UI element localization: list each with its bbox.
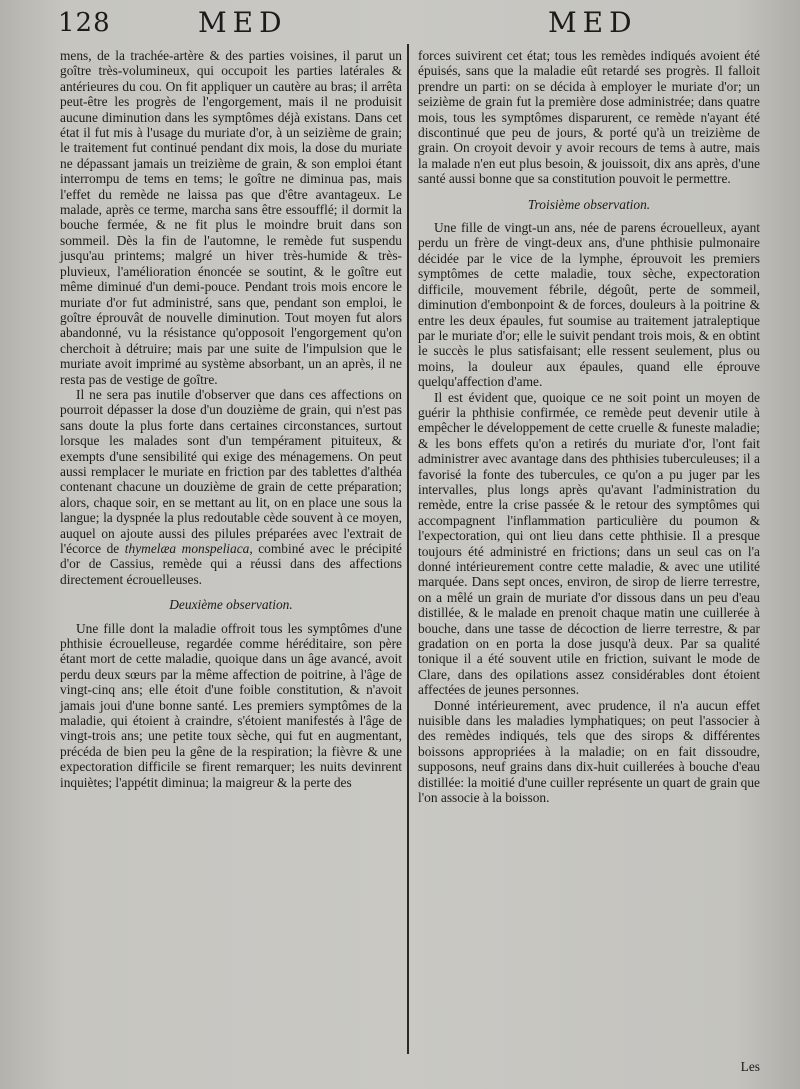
catchword: Les xyxy=(740,1059,760,1074)
left-paragraph-2 xyxy=(60,387,402,587)
right-paragraph-2: Une fille de vingt-un ans, née de parens écrouelleux, ayant perdu un frère de vingt-deux ans, d'une phthisie pulmonaire décidée par le vice de la lymphe, éprouvoit les premiers symptômes de cette maladie, toux sèche, expectoration difficile, mouvement fébrile, dégoût, perte de sommeil, diminution d'embonpoint & de forces, douleurs à la poitrine & entre les deux épaules, fut soumise au traitement jatraleptique par le muriate d'or; elle le suivit pendant trois mois, & en obtint le succès le plus satisfaisant; elle ressent seulement, plus ou moins, la douleur aux épaules, quand elle éprouve quelqu'affection d'ame. xyxy=(418,220,760,390)
left-paragraph-2-text-b: , combiné avec le précipité d'or de Cassius, remède qui a réussi dans des affections directement écrouelleuses. xyxy=(60,541,402,587)
running-head-right: MED xyxy=(548,6,638,39)
right-paragraph-3: Il est évident que, quoique ce ne soit point un moyen de guérir la phthisie confirmée, ce remède peut devenir utile à empêcher le développement de cette cruelle & funeste maladie; & les bons effets qu'on a retirés du muriate d'or, l'ont fait administrer avec avantage dans des phthisies tuberculeuses; il a favorisé la fonte des tubercules, ce qu'on a pu juger par les intervalles, plus longs après qu'avant l'administration du remède, entre la crise passée & le retour des symptômes qui accompagnent l'inflammation particulière du poumon & l'expectoration, qui ont lieu dans cette phthisie. Il a presque toujours été administré en frictions; dans un seul cas on l'a donné intérieurement contre cette maladie, & avec une utilité marquée. Dans sept onces, environ, de sirop de lierre terrestre, on a mêlé un grain de muriate d'or dissous dans un peu d'eau distillée, & le malade en prenoit chaque matin une cuillerée à bouche, dans une tasse de décoction de lierre terrestre, & par gradation on en porta la dose jusqu'à deux. Par sa qualité tonique il a été souvent utile en friction, suivant le mode de Clare, dans des opilations assez considérables dont étoient affectées de jeunes personnes. xyxy=(418,389,760,698)
section-heading-troisieme: Troisième observation. xyxy=(527,196,651,212)
right-paragraph-1: forces suivirent cet état; tous les remèdes indiqués avoient été épuisés, sans que la maladie eût retardé ses progrès. Il falloit prendre un parti: on se décida à employer le muriate d'or; un seizième de grain fut la première dose administrée; dans quatre mois, tous les symptômes disparurent, ce remède n'ayant été discontinué que peu de jours, & porté qu'à un treizième de grain. On croyoit devoir y avoir recours de tems à autre, mais la malade n'en eut plus besoin, & jouissoit, dix ans après, d'une santé aussi bonne que sa constitution pouvoit le permettre. xyxy=(418,48,760,187)
section-heading-deuxieme: Deuxième observation. xyxy=(169,597,293,613)
right-paragraph-4: Donné intérieurement, avec prudence, il n'a aucun effet nuisible dans les maladies lymphatiques; on peut l'associer à des remèdes indiqués, tels que des sirops & différentes boissons appropriées à la maladie; on en fait dissoudre, supposons, neuf grains dans dix-huit cuillerées à bouche d'eau distillée: la moitié d'une cuiller représente un quart de grain que l'on associe à la boisson. xyxy=(418,697,760,806)
left-paragraph-3: Une fille dont la maladie offroit tous les symptômes d'une phthisie écrouelleuse, regardée comme héréditaire, son père étant mort de cette maladie, quoique dans un âge avancé, avoit perdu deux sœurs par la même affection de poitrine, à l'âge de vingt-cinq ans; elle étoit d'une foible constitution, & n'avoit jamais joui d'une bonne santé. Les premiers symptômes de la maladie, qui étoient à craindre, s'étoient manifestés à l'âge de vingt-trois ans; une petite toux sèche, qui fut en augmentant, précéda de bien peu la gêne de la respiration; la fièvre & une expectoration difficile se firent remarquer; les nuits devinrent inquiètes; l'appétit diminua; la maigreur & la perte des xyxy=(60,620,402,790)
page-number: 128 xyxy=(58,8,111,38)
page-header xyxy=(0,6,800,38)
latin-plant-name: thymelæa monspeliaca xyxy=(124,541,250,556)
left-column xyxy=(60,48,402,790)
left-paragraph-1: mens, de la trachée-artère & des parties voisines, il parut un goître très-volumineux, qui occupoit les parties latérales & antérieures du cou. On fit appliquer un cautère au bras; il arrêta peut-être les progrès de l'engorgement, mais il ne produisit aucune diminution dans les symptômes déjà existans. Dans cet état il fut mis à l'usage du muriate d'or, à un seizième de grain; le traitement fut continué pendant dix mois, la dose du muriate ne dépassant jamais un treizième de grain, & son emploi étant interrompu de tems en tems; le goître ne diminua pas, mais l'effet du remède ne laissa pas que d'être avantageux. Le malade, après ce terme, marcha sans être essoufflé; il dormit la bouche fermée, & ne fit plus le moindre bruit dans son sommeil. Dès la fin de l'automne, le remède fut suspendu jusqu'au printems; malgré un hiver très-humide & très-pluvieux, l'amélioration énoncée se soutint, & le goître eut même diminué d'un demi-pouce. Pendant trois mois encore le muriate d'or fut administré, sans que, pendant son emploi, le goître éprouvât de nouvelle diminution. Tout moyen fut alors abandonné, vu la résistance qu'opposoit l'engorgement qu'on cherchoit à détruire; mais par une suite de l'impulsion que le muriate avoit imprimé au système absorbant, un an après, il ne resta pas de vestige de goître. xyxy=(60,48,402,387)
running-head-left: MED xyxy=(198,6,288,39)
left-paragraph-2-text-a: Il ne sera pas inutile d'observer que dans ces affections on pourroit dépasser la dose d'un douzième de grain, qui n'est pas sans doute la plus forte dans certaines circonstances, surtout lorsque les malades sont d'un tempérament pituiteux, & exempts d'une sensibilité qui exige des ménagemens. On peut aussi remplacer le muriate en friction par des tablettes d'althéa contenant chacune un douzième de grain de cette préparation; alors, chaque soir, en se mettant au lit, on en place une sous la langue; la dyspnée la plus redoutable cède souvent à ce moyen, auquel on ajoute aussi des pilules préparées avec l'extrait de l'écorce de xyxy=(60,386,402,556)
column-divider xyxy=(407,44,409,1054)
right-column xyxy=(418,48,760,806)
